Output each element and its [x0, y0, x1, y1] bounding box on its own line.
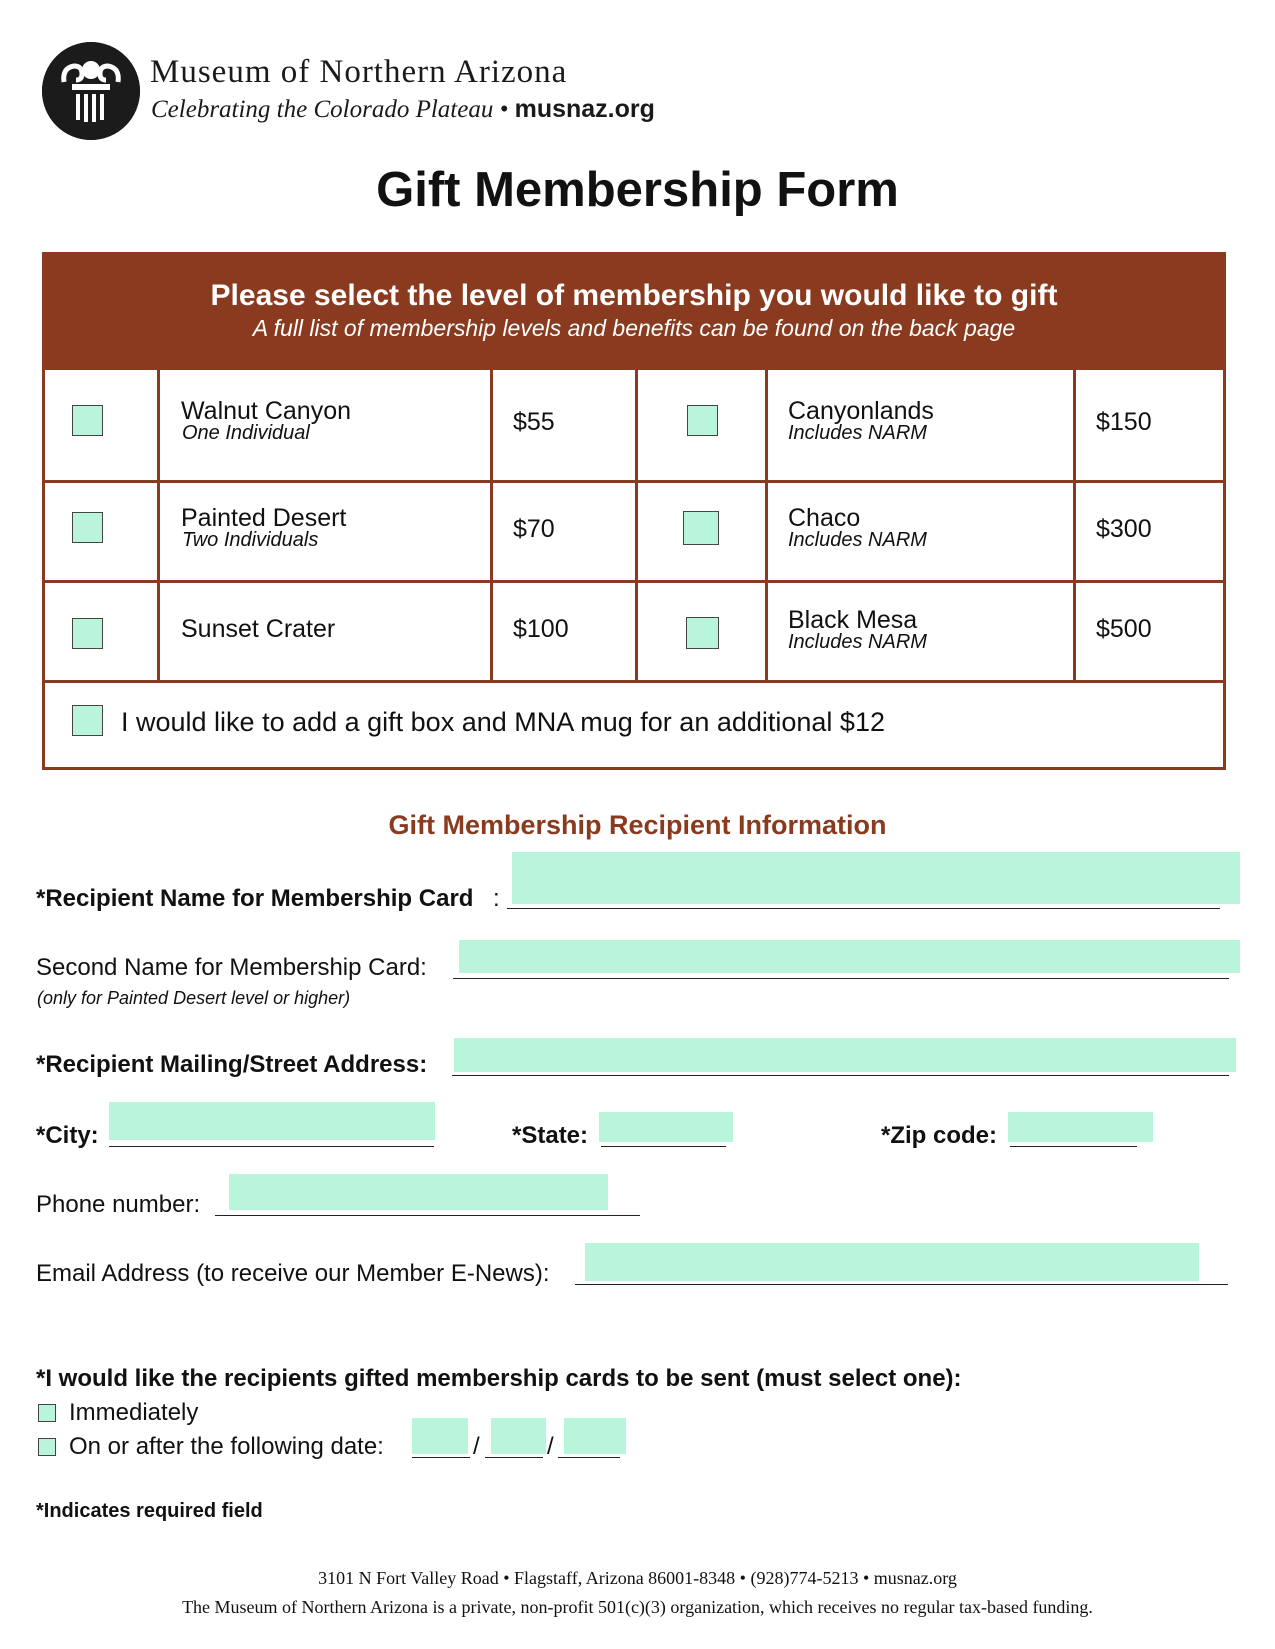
- colon: :: [493, 885, 500, 912]
- recipient-section-title: Gift Membership Recipient Information: [388, 810, 887, 840]
- email-label: Email Address (to receive our Member E-News):: [36, 1260, 550, 1287]
- level-description: Includes NARM: [788, 529, 927, 551]
- underline: [215, 1215, 640, 1216]
- footer-address: 3101 N Fort Valley Road • Flagstaff, Arizona 86001-8348 • (928)774-5213 • musnaz.org: [318, 1568, 957, 1588]
- address-label: *Recipient Mailing/Street Address:: [36, 1051, 428, 1078]
- city-input[interactable]: [109, 1102, 435, 1140]
- recipient-name-input[interactable]: [512, 852, 1240, 904]
- level-description: Includes NARM: [788, 422, 927, 444]
- underline: [575, 1284, 1228, 1285]
- level-name: Chaco: [788, 504, 861, 532]
- table-divider: [490, 367, 493, 683]
- state-input[interactable]: [599, 1112, 733, 1142]
- email-input[interactable]: [585, 1243, 1199, 1281]
- underline: [412, 1457, 470, 1458]
- delivery-question: *I would like the recipients gifted membership cards to be sent (must select one):: [36, 1365, 962, 1392]
- logo-emblem-icon: [42, 42, 140, 140]
- date-day-input[interactable]: [491, 1418, 546, 1454]
- membership-table-header: [45, 255, 1223, 367]
- tagline-text: Celebrating the Colorado Plateau •: [151, 96, 509, 123]
- table-divider: [42, 367, 1226, 370]
- second-name-label: Second Name for Membership Card:: [36, 954, 427, 981]
- membership-heading: Please select the level of membership you would like to gift: [210, 279, 1058, 312]
- page-title: Gift Membership Form: [376, 163, 899, 217]
- underline: [109, 1146, 434, 1147]
- level-price: $500: [1096, 615, 1152, 643]
- tagline: [151, 95, 655, 124]
- footer-nonprofit: The Museum of Northern Arizona is a private, non-profit 501(c)(3) organization, which receives no regular tax-based funding.: [182, 1597, 1093, 1617]
- level-description: Includes NARM: [788, 631, 927, 653]
- table-divider: [765, 367, 768, 683]
- zip-label: *Zip code:: [881, 1122, 998, 1149]
- level-price: $300: [1096, 515, 1152, 543]
- checkbox-immediately[interactable]: [38, 1404, 56, 1422]
- checkbox-painted-desert[interactable]: [72, 512, 103, 543]
- table-divider: [635, 367, 638, 683]
- underline: [1010, 1146, 1137, 1147]
- level-price: $55: [513, 408, 555, 436]
- level-name: Walnut Canyon: [181, 397, 351, 425]
- level-description: One Individual: [182, 422, 310, 444]
- table-divider: [42, 480, 1226, 483]
- header-url: musnaz.org: [514, 95, 655, 123]
- underline: [601, 1146, 726, 1147]
- checkbox-black-mesa[interactable]: [686, 617, 719, 649]
- address-input[interactable]: [454, 1038, 1236, 1072]
- gift-box-label: I would like to add a gift box and MNA mug for an additional $12: [121, 707, 885, 737]
- date-year-input[interactable]: [564, 1418, 626, 1454]
- date-separator: /: [547, 1433, 554, 1460]
- level-description: Two Individuals: [182, 529, 319, 551]
- required-note: *Indicates required field: [36, 1500, 263, 1522]
- membership-subheading: A full list of membership levels and benefits can be found on the back page: [252, 315, 1016, 341]
- underline: [507, 908, 1220, 909]
- level-price: $100: [513, 615, 569, 643]
- state-label: *State:: [512, 1122, 589, 1149]
- date-month-input[interactable]: [412, 1418, 468, 1454]
- phone-label: Phone number:: [36, 1191, 201, 1218]
- level-price: $70: [513, 515, 555, 543]
- checkbox-walnut-canyon[interactable]: [72, 405, 103, 436]
- level-price: $150: [1096, 408, 1152, 436]
- underline: [558, 1457, 620, 1458]
- level-name: Canyonlands: [788, 397, 934, 425]
- checkbox-gift-box[interactable]: [72, 705, 103, 736]
- table-divider: [42, 680, 1226, 683]
- second-name-input[interactable]: [459, 940, 1240, 973]
- level-name: Painted Desert: [181, 504, 347, 532]
- on-after-date-label: On or after the following date:: [69, 1433, 384, 1460]
- underline: [453, 978, 1229, 979]
- museum-logo: [42, 42, 140, 140]
- phone-input[interactable]: [229, 1174, 608, 1210]
- checkbox-sunset-crater[interactable]: [72, 618, 103, 649]
- level-name: Black Mesa: [788, 606, 918, 634]
- city-label: *City:: [36, 1122, 99, 1149]
- table-divider: [42, 580, 1226, 583]
- org-name: Museum of Northern Arizona: [150, 54, 568, 90]
- table-divider: [157, 367, 160, 683]
- date-separator: /: [473, 1433, 480, 1460]
- checkbox-chaco[interactable]: [683, 511, 719, 545]
- checkbox-on-after-date[interactable]: [38, 1438, 56, 1456]
- level-name: Sunset Crater: [181, 615, 336, 643]
- table-divider: [1073, 367, 1076, 683]
- second-name-note: (only for Painted Desert level or higher): [37, 988, 351, 1008]
- recipient-name-label: *Recipient Name for Membership Card: [36, 885, 474, 912]
- underline: [485, 1457, 543, 1458]
- immediately-label: Immediately: [69, 1399, 199, 1426]
- zip-input[interactable]: [1008, 1112, 1153, 1142]
- underline: [452, 1075, 1229, 1076]
- checkbox-canyonlands[interactable]: [687, 405, 718, 436]
